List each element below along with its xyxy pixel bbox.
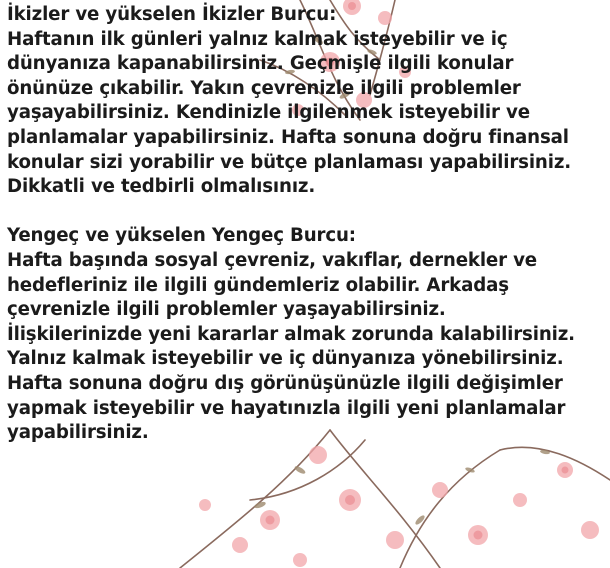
section-yengec <box>7 224 607 445</box>
text-line: Hafta başında sosyal çevreniz, vakıflar, dernekler ve <box>7 249 537 271</box>
section-ikizler <box>7 3 607 200</box>
text-line: Hafta sonuna doğru dış görünüşünüzle ilgili değişimler <box>7 372 563 394</box>
text-line: Yalnız kalmak isteyebilir ve iç dünyanıza yönebilirsiniz. <box>7 348 564 370</box>
section-title: Yengeç ve yükselen Yengeç Burcu: <box>7 225 356 247</box>
section-title: İkizler ve yükselen İkizler Burcu: <box>7 4 337 25</box>
text-line: planlamalar yapabilirsiniz. Hafta sonuna doğru finansal <box>7 126 569 148</box>
text-line: yapabilirsiniz. <box>7 422 149 444</box>
text-line: yapmak isteyebilir ve hayatınızla ilgili yeni planlamalar <box>7 397 566 419</box>
paragraph-gap <box>7 200 607 225</box>
text-line: İlişkilerinizde yeni kararlar almak zorunda kalabilirsiniz. <box>7 323 575 345</box>
text-line: önünüze çıkabilir. Yakın çevrenizle ilgili problemler <box>7 77 521 99</box>
text-line: hedefleriniz ile ilgili gündemleriz olabilir. Arkadaş <box>7 274 509 296</box>
text-line: Dikkatli ve tedbirli olmalısınız. <box>7 176 316 198</box>
text-line: Haftanın ilk günleri yalnız kalmak isteyebilir ve iç <box>7 28 508 50</box>
text-line: dünyanıza kapanabilirsiniz. Geçmişle ilgili konular <box>7 53 514 75</box>
text-line: çevrenizle ilgili problemler yaşayabilirsiniz. <box>7 299 446 321</box>
text-line: konular sizi yorabilir ve bütçe planlaması yapabilirsiniz. <box>7 151 572 173</box>
text-line: yaşayabilirsiniz. Kendinizle ilgilenmek isteyebilir ve <box>7 102 530 124</box>
horoscope-text <box>7 3 607 446</box>
